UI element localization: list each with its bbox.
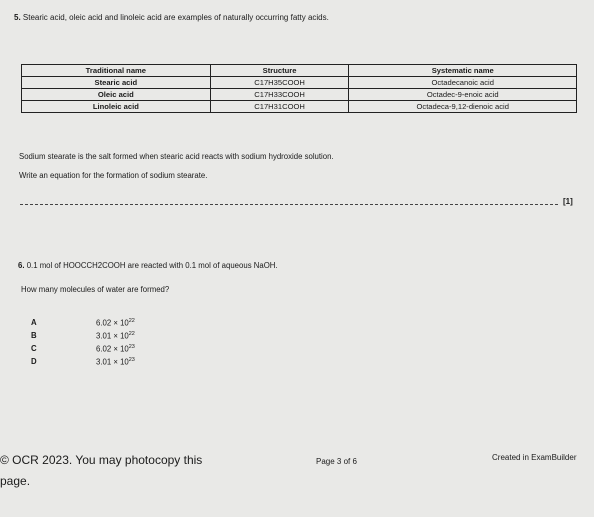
equation-instruction: Write an equation for the formation of sodium stearate. xyxy=(19,171,208,180)
table-cell: C17H35COOH xyxy=(210,77,349,89)
question-number: 5. xyxy=(14,13,21,22)
answer-line[interactable] xyxy=(20,204,558,205)
option-value: $6.02 \times 10^{23}$ xyxy=(96,344,135,354)
table-cell: Octadecanoic acid xyxy=(349,77,577,89)
fatty-acids-table xyxy=(21,64,577,113)
sodium-stearate-statement: Sodium stearate is the salt formed when stearic acid reacts with sodium hydroxide solution. xyxy=(19,152,334,161)
footer-creator: Created in ExamBuilder xyxy=(492,453,577,462)
option-letter: A xyxy=(31,318,37,327)
question-text: Stearic acid, oleic acid and linoleic acid are examples of naturally occurring fatty acids. xyxy=(22,13,329,22)
column-header: Traditional name xyxy=(22,65,211,77)
table-row xyxy=(22,101,577,113)
column-header: Structure xyxy=(210,65,349,77)
marks-label: [1] xyxy=(563,197,573,206)
option-d[interactable] xyxy=(0,357,200,369)
table-cell: Linoleic acid xyxy=(22,101,211,113)
question-number: 6. xyxy=(18,261,25,270)
option-value: $6.02 \times 10^{22}$ xyxy=(96,318,135,328)
table-cell: Stearic acid xyxy=(22,77,211,89)
footer-page-fragment: page. xyxy=(0,474,31,488)
option-b[interactable] xyxy=(0,331,200,343)
option-letter: C xyxy=(31,344,37,353)
table-header-row xyxy=(22,65,577,77)
footer-copyright: © OCR 2023. You may photocopy this xyxy=(0,453,203,467)
table-cell: Octadeca-9,12-dienoic acid xyxy=(349,101,577,113)
option-letter: D xyxy=(31,357,37,366)
table-row xyxy=(22,89,577,101)
table-cell: Oleic acid xyxy=(22,89,211,101)
option-value: $3.01 \times 10^{23}$ xyxy=(96,357,135,367)
option-letter: B xyxy=(31,331,37,340)
table-cell: C17H31COOH xyxy=(210,101,349,113)
table-cell: Octadec-9-enoic acid xyxy=(349,89,577,101)
footer-page-number: Page 3 of 6 xyxy=(316,457,357,466)
option-c[interactable] xyxy=(0,344,200,356)
option-value: $3.01 \times 10^{22}$ xyxy=(96,331,135,341)
question-text: 0.1 mol of HOOCCH2COOH are reacted with 0.1 mol of aqueous NaOH. xyxy=(26,261,278,270)
question-6-prompt: How many molecules of water are formed? xyxy=(21,285,170,294)
question-6-text xyxy=(18,261,278,270)
option-a[interactable] xyxy=(0,318,200,330)
table-cell: C17H33COOH xyxy=(210,89,349,101)
question-5-intro xyxy=(14,13,329,22)
column-header: Systematic name xyxy=(349,65,577,77)
table-row xyxy=(22,77,577,89)
